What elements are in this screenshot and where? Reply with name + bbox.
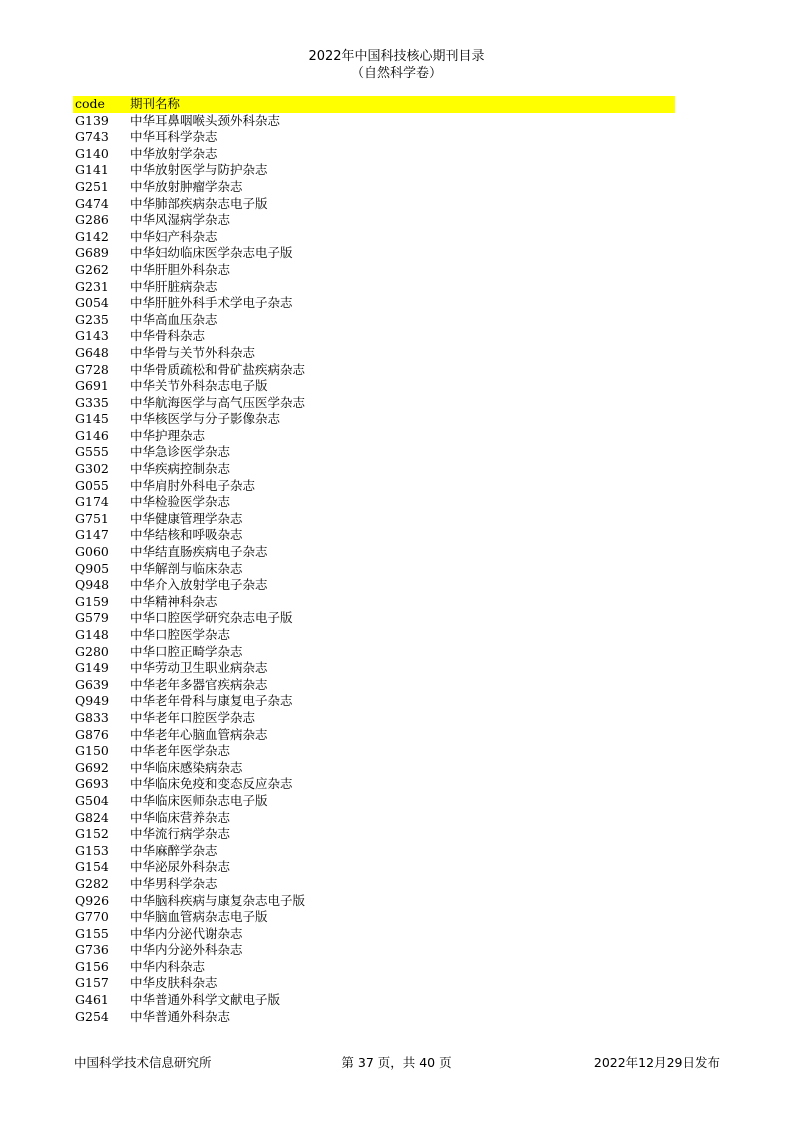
journal-name: 中华肝脏外科手术学电子杂志 xyxy=(130,295,293,311)
journal-name: 中华肝胆外科杂志 xyxy=(130,261,231,277)
journal-name: 中华急诊医学杂志 xyxy=(130,444,231,460)
journal-code: Q949 xyxy=(75,693,110,709)
journal-name: 中华疾病控制杂志 xyxy=(130,461,231,477)
journal-code: G876 xyxy=(75,726,109,742)
journal-name: 中华介入放射学电子杂志 xyxy=(130,577,268,593)
journal-code: G691 xyxy=(75,378,109,394)
table-row xyxy=(73,843,675,860)
journal-name: 中华放射学杂志 xyxy=(130,145,218,161)
journal-code: G743 xyxy=(75,129,109,145)
journal-name: 中华妇产科杂志 xyxy=(130,228,218,244)
table-row xyxy=(73,826,675,843)
journal-name: 中华结直肠疾病电子杂志 xyxy=(130,544,268,560)
table-row xyxy=(73,975,675,992)
table-row xyxy=(73,113,675,130)
table-row xyxy=(73,229,675,246)
table-row xyxy=(73,279,675,296)
table-row xyxy=(73,793,675,810)
journal-name: 中华肩肘外科电子杂志 xyxy=(130,477,256,493)
table-row xyxy=(73,610,675,627)
journal-name: 中华老年口腔医学杂志 xyxy=(130,709,256,725)
table-row xyxy=(73,444,675,461)
journal-code: G142 xyxy=(75,228,109,244)
journal-code: Q905 xyxy=(75,560,110,576)
journal-code: G147 xyxy=(75,527,109,543)
table-row xyxy=(73,776,675,793)
table-row xyxy=(73,926,675,943)
journal-code: G555 xyxy=(75,444,109,460)
journal-name: 中华内分泌外科杂志 xyxy=(130,942,243,958)
journal-code: G152 xyxy=(75,826,109,842)
table-row xyxy=(73,660,675,677)
footer-page-number: 第 37 页，共 40 页 xyxy=(341,1055,452,1070)
journal-name: 中华骨质疏松和骨矿盐疾病杂志 xyxy=(130,361,306,377)
journal-name: 中华放射肿瘤学杂志 xyxy=(130,178,243,194)
journal-code: G648 xyxy=(75,344,109,360)
journal-name: 中华高血压杂志 xyxy=(130,311,218,327)
table-row xyxy=(73,428,675,445)
table-row xyxy=(73,312,675,329)
journal-code: G235 xyxy=(75,311,109,327)
table-row xyxy=(73,959,675,976)
column-header-name: 期刊名称 xyxy=(130,96,181,111)
journal-code: G335 xyxy=(75,394,109,410)
journal-name: 中华航海医学与高气压医学杂志 xyxy=(130,394,306,410)
journal-code: G770 xyxy=(75,909,109,925)
table-row xyxy=(73,992,675,1009)
table-row xyxy=(73,876,675,893)
journal-code: G153 xyxy=(75,842,109,858)
journal-code: G692 xyxy=(75,759,109,775)
page-title: 2022年中国科技核心期刊目录 xyxy=(308,49,485,64)
column-header-code: code xyxy=(75,96,105,111)
table-row xyxy=(73,262,675,279)
table-row xyxy=(73,511,675,528)
journal-code: G231 xyxy=(75,278,109,294)
table-row xyxy=(73,478,675,495)
journal-code: Q926 xyxy=(75,892,110,908)
journal-name: 中华精神科杂志 xyxy=(130,593,218,609)
journal-code: G145 xyxy=(75,411,109,427)
journal-name: 中华风湿病学杂志 xyxy=(130,212,231,228)
journal-name: 中华耳科学杂志 xyxy=(130,129,218,145)
journal-name: 中华核医学与分子影像杂志 xyxy=(130,411,281,427)
table-row xyxy=(73,727,675,744)
journal-name: 中华口腔医学杂志 xyxy=(130,627,231,642)
journal-name: 中华老年医学杂志 xyxy=(130,743,231,759)
table-row xyxy=(73,693,675,710)
table-row xyxy=(73,1009,675,1026)
table-row xyxy=(73,245,675,262)
table-row xyxy=(73,362,675,379)
table-row xyxy=(73,544,675,561)
table-row xyxy=(73,644,675,661)
journal-name: 中华肺部疾病杂志电子版 xyxy=(130,195,268,211)
footer-release-date: 2022年12月29日发布 xyxy=(593,1055,720,1070)
journal-name: 中华口腔正畸学杂志 xyxy=(130,643,243,659)
table-row xyxy=(73,577,675,594)
table-row xyxy=(73,743,675,760)
journal-name: 中华普通外科杂志 xyxy=(130,1008,231,1024)
table-row xyxy=(73,942,675,959)
journal-code: G693 xyxy=(75,776,109,792)
journal-code: G148 xyxy=(75,627,109,642)
journal-code: G833 xyxy=(75,709,109,725)
journal-table xyxy=(73,96,675,1025)
journal-name: 中华口腔医学研究杂志电子版 xyxy=(130,610,293,626)
journal-name: 中华老年多器官疾病杂志 xyxy=(130,676,268,692)
table-row xyxy=(73,494,675,511)
table-row xyxy=(73,196,675,213)
journal-name: 中华老年骨科与康复电子杂志 xyxy=(130,693,293,709)
table-row xyxy=(73,527,675,544)
journal-name: 中华放射医学与防护杂志 xyxy=(130,162,268,178)
journal-code: G054 xyxy=(75,295,109,311)
table-row xyxy=(73,627,675,644)
table-row xyxy=(73,395,675,412)
table-row xyxy=(73,295,675,312)
journal-name: 中华解剖与临床杂志 xyxy=(130,560,243,576)
journal-name: 中华骨科杂志 xyxy=(130,328,206,344)
table-header-row xyxy=(73,96,675,113)
journal-code: G280 xyxy=(75,643,109,659)
journal-code: G302 xyxy=(75,461,109,477)
journal-code: G150 xyxy=(75,743,109,759)
table-row xyxy=(73,146,675,163)
journal-name: 中华耳鼻咽喉头颈外科杂志 xyxy=(130,112,281,128)
journal-code: G159 xyxy=(75,593,109,609)
journal-name: 中华临床营养杂志 xyxy=(130,809,231,825)
journal-code: G254 xyxy=(75,1008,109,1024)
table-row xyxy=(73,411,675,428)
journal-name: 中华泌尿外科杂志 xyxy=(130,859,231,875)
journal-code: G055 xyxy=(75,477,109,493)
table-row xyxy=(73,760,675,777)
journal-code: G286 xyxy=(75,212,109,228)
journal-name: 中华麻醉学杂志 xyxy=(130,842,218,858)
table-row xyxy=(73,328,675,345)
journal-code: G154 xyxy=(75,859,109,875)
journal-code: G262 xyxy=(75,261,109,277)
table-row xyxy=(73,212,675,229)
journal-code: G282 xyxy=(75,875,109,891)
journal-name: 中华内分泌代谢杂志 xyxy=(130,925,243,941)
table-row xyxy=(73,710,675,727)
journal-name: 中华脑血管病杂志电子版 xyxy=(130,909,268,925)
table-row xyxy=(73,561,675,578)
journal-code: G174 xyxy=(75,494,109,510)
journal-name: 中华检验医学杂志 xyxy=(130,494,231,510)
journal-code: G579 xyxy=(75,610,109,626)
journal-code: G139 xyxy=(75,112,109,128)
journal-code: G736 xyxy=(75,942,109,958)
journal-name: 中华脑科疾病与康复杂志电子版 xyxy=(130,892,306,908)
journal-name: 中华护理杂志 xyxy=(130,427,206,443)
table-row xyxy=(73,378,675,395)
table-body xyxy=(73,113,675,1026)
journal-code: G155 xyxy=(75,925,109,941)
journal-code: G728 xyxy=(75,361,109,377)
journal-name: 中华内科杂志 xyxy=(130,958,206,974)
journal-code: G156 xyxy=(75,958,109,974)
journal-code: G504 xyxy=(75,792,109,808)
table-row xyxy=(73,909,675,926)
journal-code: G149 xyxy=(75,660,109,676)
table-row xyxy=(73,162,675,179)
footer-publisher: 中国科学技术信息研究所 xyxy=(74,1055,212,1070)
journal-name: 中华临床免疫和变态反应杂志 xyxy=(130,776,293,792)
table-row xyxy=(73,179,675,196)
journal-code: G824 xyxy=(75,809,109,825)
journal-code: G474 xyxy=(75,195,109,211)
journal-name: 中华妇幼临床医学杂志电子版 xyxy=(130,245,293,261)
table-row xyxy=(73,810,675,827)
table-row xyxy=(73,859,675,876)
journal-name: 中华临床感染病杂志 xyxy=(130,759,243,775)
journal-name: 中华健康管理学杂志 xyxy=(130,510,243,526)
table-row xyxy=(73,345,675,362)
journal-code: G639 xyxy=(75,676,109,692)
page-subtitle: （自然科学卷） xyxy=(350,66,442,81)
journal-code: G157 xyxy=(75,975,109,991)
journal-name: 中华皮肤科杂志 xyxy=(130,975,218,991)
journal-name: 中华结核和呼吸杂志 xyxy=(130,527,243,543)
journal-name: 中华骨与关节外科杂志 xyxy=(130,344,256,360)
journal-name: 中华老年心脑血管病杂志 xyxy=(130,726,268,742)
journal-name: 中华普通外科学文献电子版 xyxy=(130,992,281,1008)
journal-code: G143 xyxy=(75,328,109,344)
journal-code: G060 xyxy=(75,544,109,560)
journal-name: 中华流行病学杂志 xyxy=(130,826,231,842)
journal-code: G140 xyxy=(75,145,109,161)
journal-name: 中华临床医师杂志电子版 xyxy=(130,792,268,808)
table-row xyxy=(73,461,675,478)
journal-name: 中华关节外科杂志电子版 xyxy=(130,378,268,394)
table-row xyxy=(73,677,675,694)
table-row xyxy=(73,129,675,146)
journal-code: G141 xyxy=(75,162,109,178)
table-row xyxy=(73,594,675,611)
journal-code: G251 xyxy=(75,178,109,194)
journal-code: Q948 xyxy=(75,577,110,593)
journal-code: G689 xyxy=(75,245,109,261)
journal-name: 中华劳动卫生职业病杂志 xyxy=(130,660,268,676)
journal-code: G751 xyxy=(75,510,109,526)
journal-name: 中华男科学杂志 xyxy=(130,875,218,891)
table-row xyxy=(73,893,675,910)
journal-code: G146 xyxy=(75,427,109,443)
journal-code: G461 xyxy=(75,992,109,1008)
journal-name: 中华肝脏病杂志 xyxy=(130,278,218,294)
